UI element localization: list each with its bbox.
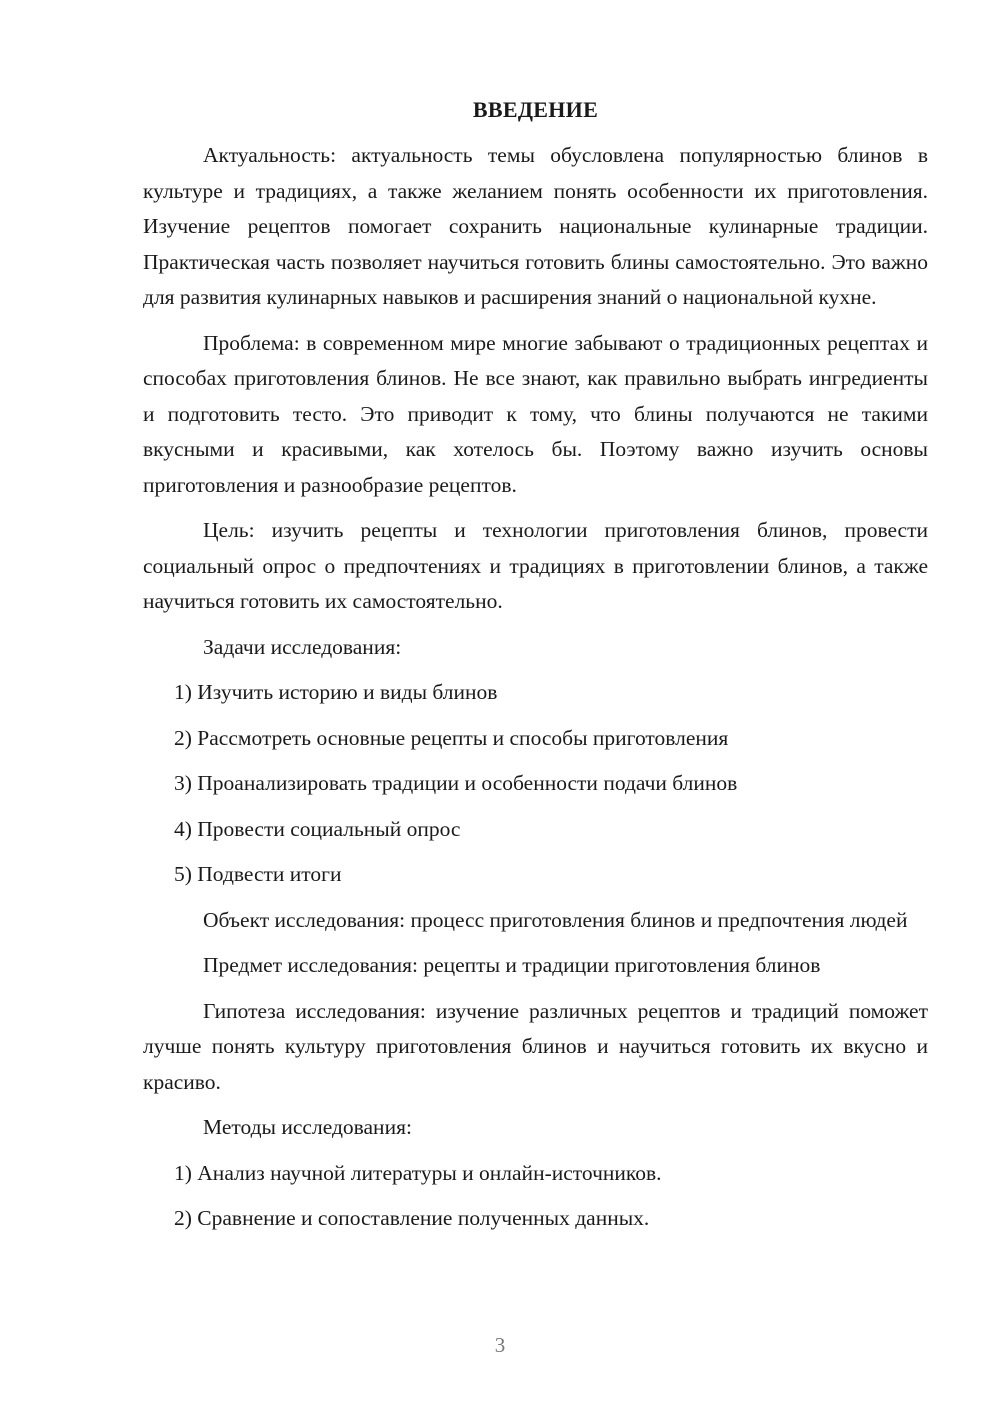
list-item: 3) Проанализировать традиции и особенности подачи блинов [174,771,738,795]
hypothesis-paragraph: Гипотеза исследования: изучение различных рецептов и традиций поможет лучше понять культуру приготовления блинов и научиться готовить их вкусно и красиво. [143,998,928,1094]
subject-paragraph: Предмет исследования: рецепты и традиции приготовления блинов [203,953,821,977]
methods-list [143,1156,928,1237]
list-item: 2) Сравнение и сопоставление полученных данных. [174,1206,650,1230]
list-item: 1) Изучить историю и виды блинов [174,680,498,704]
problem-paragraph: Проблема: в современном мире многие забывают о традиционных рецептах и способах приготовления блинов. Не все знают, как правильно выбрать ингредиенты и подготовить тесто. Это приводит к тому, что блины получаются не такими вкусными и красивыми, как хотелось бы. Поэтому важно изучить основы приготовления и разнообразие рецептов. [143,330,928,497]
list-item: 2) Рассмотреть основные рецепты и способы приготовления [174,725,729,750]
page-title: ВВЕДЕНИЕ [472,97,599,122]
tasks-list [143,675,928,893]
methods-label: Методы исследования: [203,1115,412,1139]
document-page [143,95,928,1247]
list-item: 1) Анализ научной литературы и онлайн-источников. [174,1160,662,1185]
object-paragraph: Объект исследования: процесс приготовления блинов и предпочтения людей [203,907,908,932]
page-number: 3 [494,1333,506,1357]
relevance-paragraph: Актуальность: актуальность темы обусловлена популярностью блинов в культуре и традициях, а также желанием понять особенности их приготовления. Изучение рецептов помогает сохранить национальные кулинарные традиции. Практическая часть позволяет научиться готовить блины самостоятельно. Это важно для развития кулинарных навыков и расширения знаний о национальной кухне. [143,143,928,309]
list-item: 5) Подвести итоги [174,862,342,886]
tasks-label: Задачи исследования: [203,634,402,659]
goal-paragraph: Цель: изучить рецепты и технологии приготовления блинов, провести социальный опрос о предпочтениях и традициях в приготовлении блинов, а также научиться готовить их самостоятельно. [143,518,928,613]
list-item: 4) Провести социальный опрос [174,816,461,841]
